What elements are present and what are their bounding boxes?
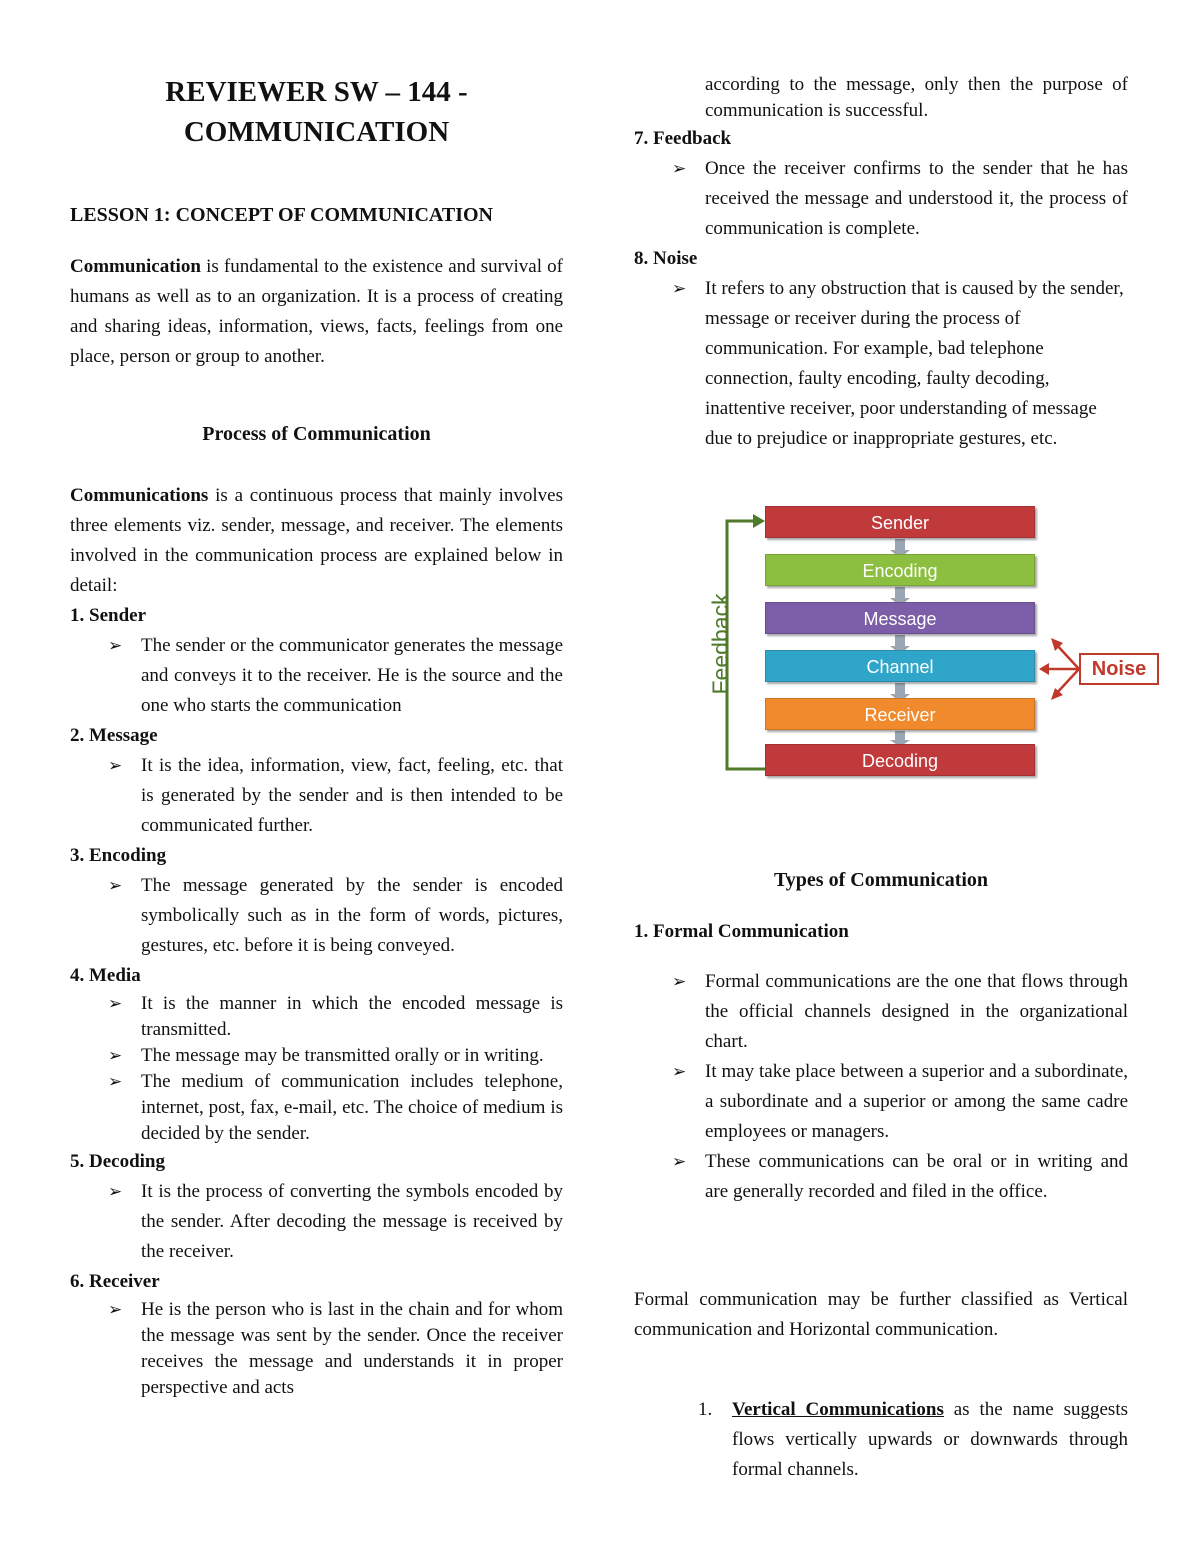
feedback-label: Feedback xyxy=(707,593,734,695)
vertical-communication-item xyxy=(634,1395,1128,1485)
arrow-bullet-icon: ➢ xyxy=(108,1072,123,1092)
process-intro-term: Communications xyxy=(70,485,209,506)
document-title xyxy=(70,72,563,152)
intro-paragraph xyxy=(70,252,563,372)
bullet: ➢ Once the receiver confirms to the sender that he has received the message and understood it, the process of communication is complete. xyxy=(634,154,1128,244)
process-heading: Process of Communication xyxy=(202,423,431,445)
bullet: ➢ It may take place between a superior and a subordinate, a subordinate and a superior or among the same cadre employees or managers. xyxy=(634,1057,1128,1147)
element-noise xyxy=(634,244,1128,454)
element-heading: 1. Sender xyxy=(70,605,146,626)
element-sender xyxy=(70,601,563,721)
arrow-bullet-icon: ➢ xyxy=(672,279,687,299)
communication-process-diagram xyxy=(695,503,1161,779)
bullet: ➢ It refers to any obstruction that is caused by the sender, message or receiver during the process of communication. For example, bad telephone connection, faulty encoding, faulty decoding, inattentive receiver, poor understanding of message due to prejudice or inappropriate gestures, etc. xyxy=(634,274,1128,454)
element-receiver xyxy=(70,1267,563,1401)
lesson-heading: LESSON 1: CONCEPT OF COMMUNICATION xyxy=(70,204,493,226)
intro-text: is fundamental to the existence and survival of humans as well as to an organization. It is a process of creating and sharing ideas, information, views, facts, feelings from one place, person or group to another. xyxy=(70,256,563,367)
element-heading: 6. Receiver xyxy=(70,1271,160,1292)
arrow-bullet-icon: ➢ xyxy=(108,636,123,656)
title-line-1: REVIEWER SW – 144 - xyxy=(165,76,468,108)
stage-message: Message xyxy=(765,602,1035,634)
noise-box: Noise xyxy=(1079,653,1159,685)
element-heading: 4. Media xyxy=(70,965,141,986)
bullet: ➢ He is the person who is last in the chain and for whom the message was sent by the sender. Once the receiver receives the message and understands it in proper perspective and acts xyxy=(108,1299,563,1398)
element-message xyxy=(70,721,563,841)
element-heading: 3. Encoding xyxy=(70,845,167,866)
stage-receiver: Receiver xyxy=(765,698,1035,730)
bullet: ➢ It is the manner in which the encoded message is transmitted. xyxy=(108,993,563,1040)
bullet: ➢ The sender or the communicator generates the message and conveys it to the receiver. He is the source and the one who starts the communication xyxy=(70,631,563,721)
bullet: ➢ It is the idea, information, view, fact, feeling, etc. that is generated by the sender and is then intended to be communicated further. xyxy=(70,751,563,841)
arrow-bullet-icon: ➢ xyxy=(672,159,687,179)
process-intro-text: is a continuous process that mainly involves three elements viz. sender, message, and receiver. The elements involved in the communication process are explained below in detail: xyxy=(70,485,563,596)
arrow-bullet-icon: ➢ xyxy=(672,1152,687,1172)
types-heading: Types of Communication xyxy=(773,869,989,891)
process-section xyxy=(70,481,563,1401)
bullet: ➢ The message may be transmitted orally or in writing. xyxy=(70,1043,563,1069)
bullet: ➢ The medium of communication includes telephone, internet, post, fax, e-mail, etc. The choice of medium is decided by the sender. xyxy=(108,1071,563,1144)
stage-encoding: Encoding xyxy=(765,554,1035,586)
receiver-continued: according to the message, only then the purpose of communication is successful. xyxy=(705,74,1128,121)
right-text-top xyxy=(634,72,1128,454)
element-encoding xyxy=(70,841,563,961)
intro-term: Communication xyxy=(70,256,201,277)
element-heading: 7. Feedback xyxy=(634,128,732,149)
element-decoding xyxy=(70,1147,563,1267)
stage-channel: Channel xyxy=(765,650,1035,682)
diagram-connectors xyxy=(695,503,1161,779)
arrow-bullet-icon: ➢ xyxy=(108,1182,123,1202)
element-heading: 5. Decoding xyxy=(70,1151,165,1172)
stage-sender: Sender xyxy=(765,506,1035,538)
element-heading: 2. Message xyxy=(70,725,158,746)
stage-decoding: Decoding xyxy=(765,744,1035,776)
title-line-2: COMMUNICATION xyxy=(183,116,450,148)
arrow-bullet-icon: ➢ xyxy=(108,994,123,1014)
element-heading: 8. Noise xyxy=(634,248,698,269)
arrow-bullet-icon: ➢ xyxy=(108,1046,123,1066)
arrow-bullet-icon: ➢ xyxy=(672,1062,687,1082)
bullet: ➢ The message generated by the sender is encoded symbolically such as in the form of words, pictures, gestures, etc. before it is being conveyed. xyxy=(70,871,563,961)
arrow-bullet-icon: ➢ xyxy=(108,1300,123,1320)
process-intro xyxy=(70,481,563,601)
formal-heading: 1. Formal Communication xyxy=(634,921,849,942)
element-media xyxy=(70,961,563,1147)
formal-bullets xyxy=(634,967,1128,1207)
arrow-bullet-icon: ➢ xyxy=(108,756,123,776)
arrow-bullet-icon: ➢ xyxy=(108,876,123,896)
element-feedback xyxy=(634,124,1128,244)
list-number: 1. xyxy=(698,1399,713,1420)
bullet: ➢ Formal communications are the one that flows through the official channels designed in the organizational chart. xyxy=(634,967,1128,1057)
classified-paragraph: Formal communication may be further classified as Vertical communication and Horizontal communication. xyxy=(634,1289,1128,1340)
feedback-arrow-head xyxy=(753,514,765,528)
bullet: ➢ These communications can be oral or in writing and are generally recorded and filed in the office. xyxy=(634,1147,1128,1207)
vertical-term: Vertical Communications xyxy=(732,1399,944,1420)
noise-arrows xyxy=(1045,643,1079,695)
arrow-bullet-icon: ➢ xyxy=(672,972,687,992)
bullet: ➢ It is the process of converting the symbols encoded by the sender. After decoding the message is received by the receiver. xyxy=(70,1177,563,1267)
vertical-text: as the name suggests flows vertically upwards or downwards through formal channels. xyxy=(732,1399,1128,1480)
